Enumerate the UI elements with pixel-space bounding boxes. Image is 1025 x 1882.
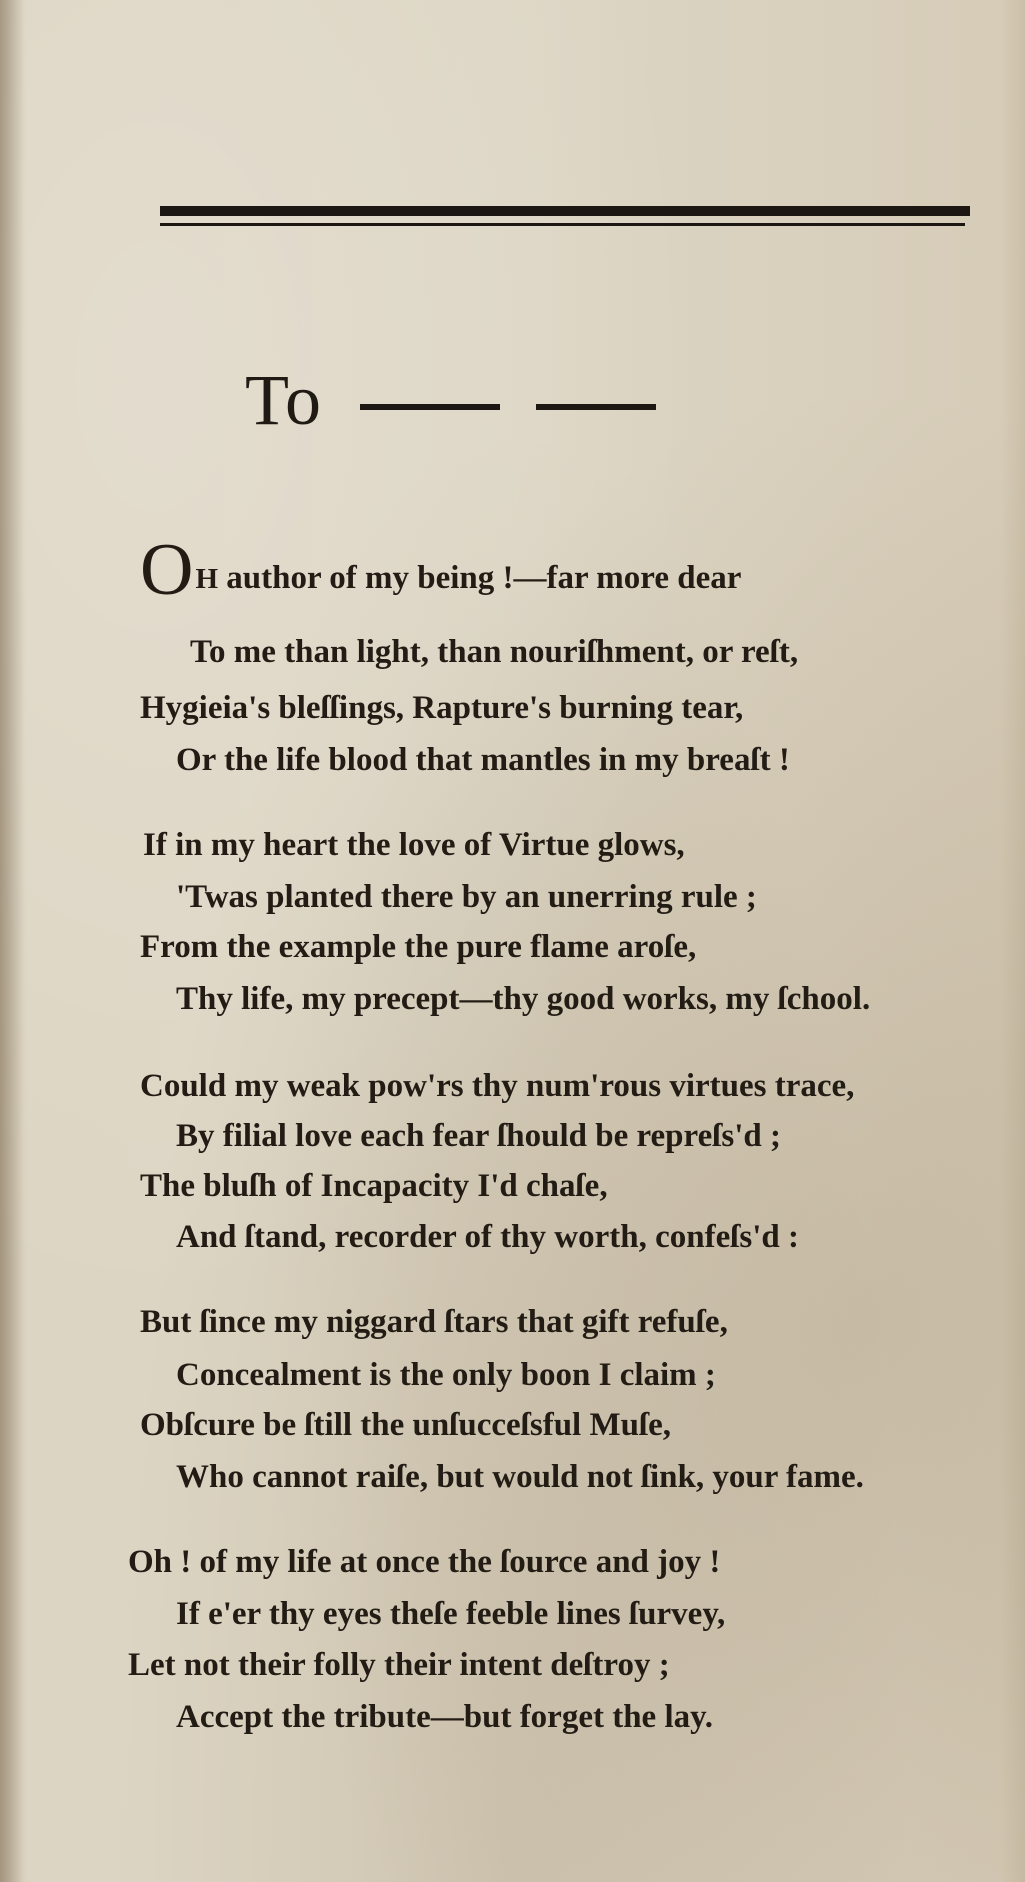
poem-line: Or the life blood that mantles in my breaſt ! — [176, 742, 790, 778]
poem-line: By filial love each fear ſhould be repreſs'd ; — [176, 1118, 781, 1154]
poem-line: The bluſh of Incapacity I'd chaſe, — [140, 1168, 608, 1204]
small-caps: H — [195, 563, 219, 595]
poem-line: Who cannot raiſe, but would not ſink, your fame. — [176, 1459, 864, 1495]
poem-line — [140, 529, 742, 611]
title-blank-dash — [536, 404, 656, 410]
poem-line: Thy life, my precept—thy good works, my ſchool. — [176, 981, 871, 1017]
title-word: To — [245, 360, 322, 440]
poem-line: If in my heart the love of Virtue glows, — [143, 827, 685, 863]
poem-line: To me than light, than nouriſhment, or reſt, — [190, 634, 799, 670]
poem-line: Obſcure be ſtill the unſucceſsful Muſe, — [140, 1407, 672, 1443]
title-blank-dash — [360, 404, 500, 410]
poem-line: But ſince my niggard ſtars that gift refuſe, — [140, 1304, 728, 1340]
poem-line: Could my weak pow'rs thy num'rous virtues trace, — [140, 1068, 855, 1104]
poem-line: If e'er thy eyes theſe feeble lines ſurvey, — [176, 1596, 726, 1632]
poem-line: 'Twas planted there by an unerring rule ; — [176, 879, 757, 915]
poem-line: Oh ! of my life at once the ſource and joy ! — [128, 1544, 721, 1580]
poem-line: Hygieia's bleſſings, Rapture's burning tear, — [140, 690, 744, 726]
poem-line: And ſtand, recorder of thy worth, confeſs'd : — [176, 1219, 800, 1255]
header-rule-thick — [160, 206, 970, 216]
poem-line: Concealment is the only boon I claim ; — [176, 1357, 716, 1393]
poem-line: Accept the tribute—but forget the lay. — [176, 1699, 714, 1735]
poem-title — [245, 355, 656, 445]
header-rule-thin — [160, 223, 965, 226]
line-text: author of my being !—far more dear — [218, 560, 742, 596]
poem-line: From the example the pure flame aroſe, — [140, 929, 697, 965]
drop-cap: O — [140, 529, 194, 611]
poem-line: Let not their folly their intent deſtroy ; — [128, 1647, 670, 1683]
page-gutter-shadow — [0, 0, 24, 1882]
